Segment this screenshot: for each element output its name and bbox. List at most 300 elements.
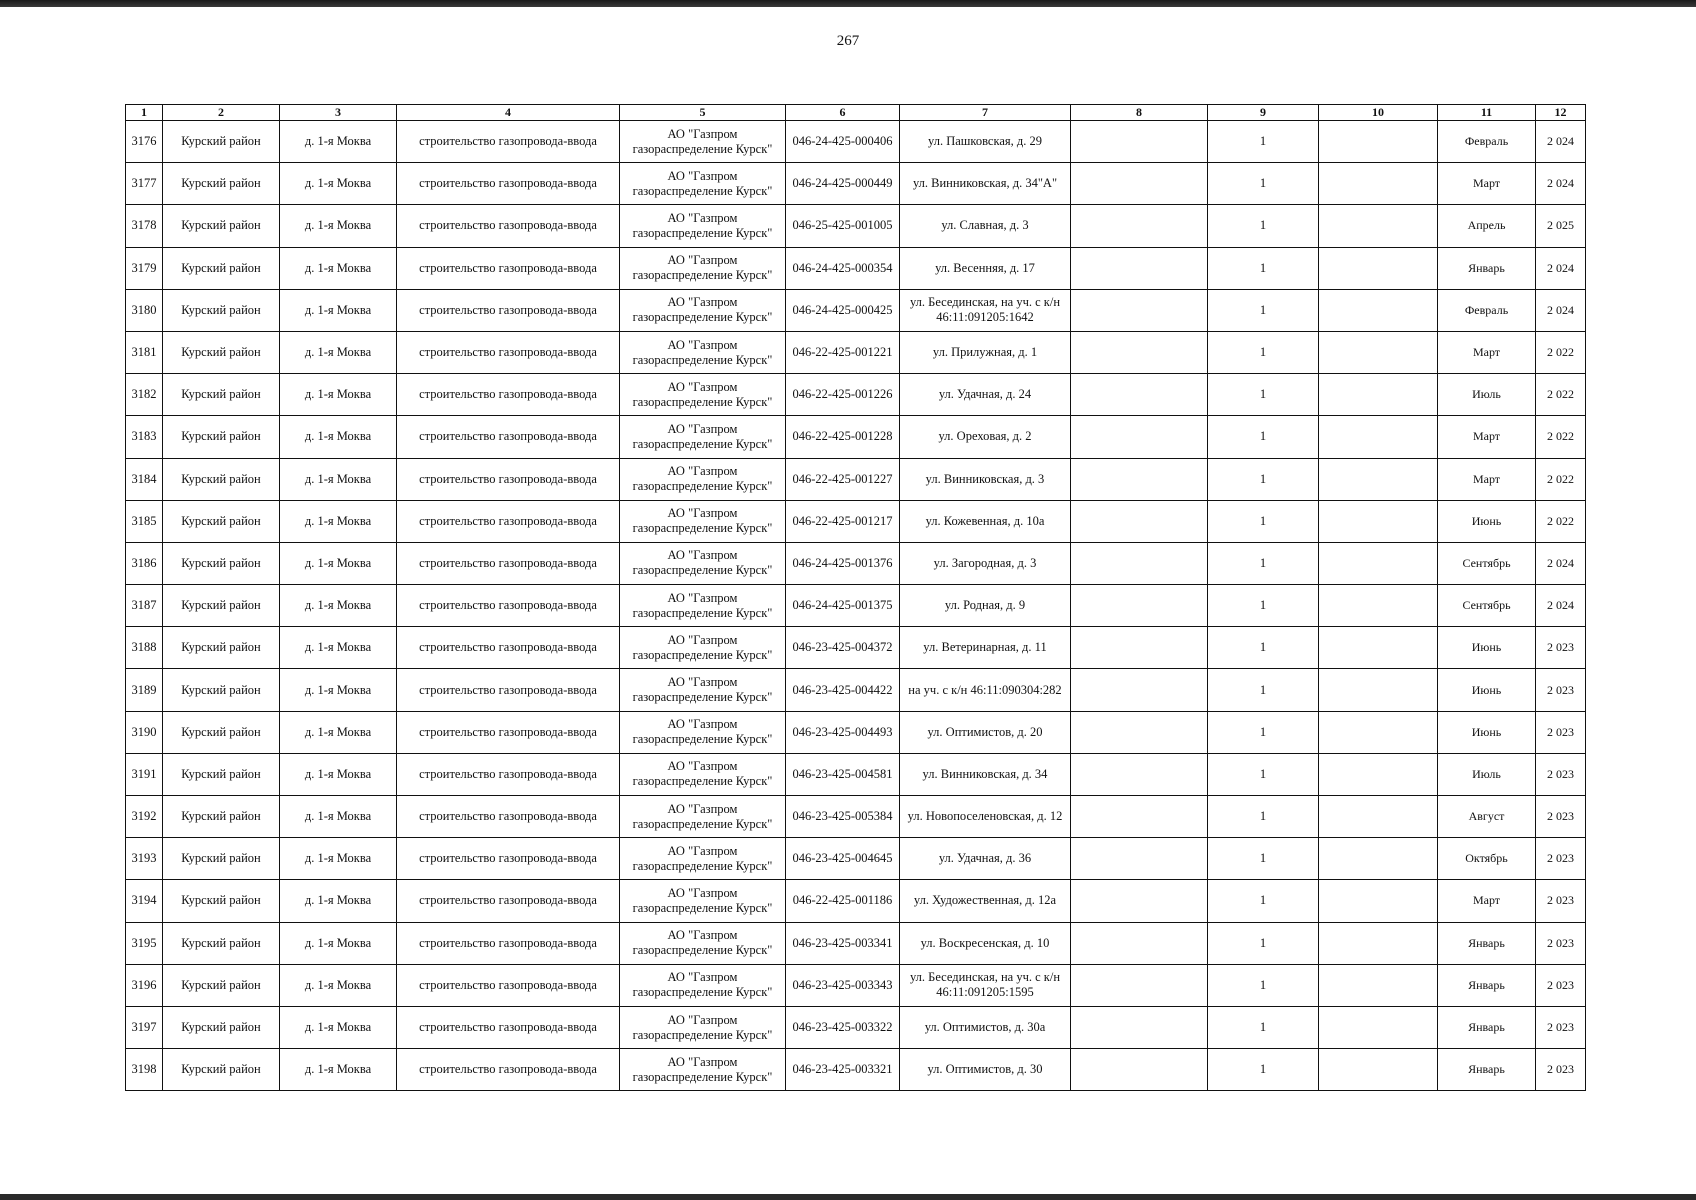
organization-cell: АО "Газпром газораспределение Курск" xyxy=(620,627,786,669)
column-10-cell xyxy=(1319,247,1438,289)
application-id-cell: 046-23-425-003322 xyxy=(786,1006,900,1048)
year-cell: 2 024 xyxy=(1536,247,1586,289)
district-cell: Курский район xyxy=(163,542,280,584)
district-cell: Курский район xyxy=(163,416,280,458)
organization-cell: АО "Газпром газораспределение Курск" xyxy=(620,331,786,373)
year-cell: 2 022 xyxy=(1536,416,1586,458)
row-number: 3190 xyxy=(126,711,163,753)
address-cell: ул. Оптимистов, д. 30 xyxy=(900,1049,1071,1091)
address-cell: ул. Бесединская, на уч. с к/н 46:11:091205:1595 xyxy=(900,964,1071,1006)
column-header: 10 xyxy=(1319,105,1438,121)
address-cell: ул. Ореховая, д. 2 xyxy=(900,416,1071,458)
column-8-cell xyxy=(1071,542,1208,584)
district-cell: Курский район xyxy=(163,205,280,247)
month-cell: Март xyxy=(1438,416,1536,458)
address-cell: ул. Удачная, д. 36 xyxy=(900,838,1071,880)
organization-cell: АО "Газпром газораспределение Курск" xyxy=(620,796,786,838)
district-cell: Курский район xyxy=(163,711,280,753)
column-8-cell xyxy=(1071,585,1208,627)
quantity-cell: 1 xyxy=(1208,374,1319,416)
month-cell: Февраль xyxy=(1438,289,1536,331)
organization-cell: АО "Газпром газораспределение Курск" xyxy=(620,922,786,964)
column-10-cell xyxy=(1319,753,1438,795)
address-cell: ул. Кожевенная, д. 10а xyxy=(900,500,1071,542)
district-cell: Курский район xyxy=(163,880,280,922)
scan-edge-bottom xyxy=(0,1194,1696,1200)
column-8-cell xyxy=(1071,205,1208,247)
settlement-cell: д. 1-я Моква xyxy=(280,669,397,711)
table-row xyxy=(126,880,1586,922)
column-8-cell xyxy=(1071,500,1208,542)
month-cell: Сентябрь xyxy=(1438,585,1536,627)
column-10-cell xyxy=(1319,922,1438,964)
district-cell: Курский район xyxy=(163,922,280,964)
column-10-cell xyxy=(1319,331,1438,373)
month-cell: Март xyxy=(1438,880,1536,922)
table-row xyxy=(126,1006,1586,1048)
organization-cell: АО "Газпром газораспределение Курск" xyxy=(620,374,786,416)
scan-edge-top xyxy=(0,0,1696,7)
column-10-cell xyxy=(1319,796,1438,838)
district-cell: Курский район xyxy=(163,500,280,542)
table-row xyxy=(126,500,1586,542)
row-number: 3180 xyxy=(126,289,163,331)
table-row xyxy=(126,331,1586,373)
column-10-cell xyxy=(1319,289,1438,331)
column-8-cell xyxy=(1071,163,1208,205)
work-type-cell: строительство газопровода-ввода xyxy=(397,838,620,880)
month-cell: Октябрь xyxy=(1438,838,1536,880)
address-cell: ул. Воскресенская, д. 10 xyxy=(900,922,1071,964)
settlement-cell: д. 1-я Моква xyxy=(280,964,397,1006)
application-id-cell: 046-23-425-004493 xyxy=(786,711,900,753)
table-row xyxy=(126,163,1586,205)
application-id-cell: 046-24-425-000425 xyxy=(786,289,900,331)
column-8-cell xyxy=(1071,922,1208,964)
address-cell: ул. Оптимистов, д. 20 xyxy=(900,711,1071,753)
quantity-cell: 1 xyxy=(1208,416,1319,458)
table-row xyxy=(126,416,1586,458)
table-row xyxy=(126,374,1586,416)
settlement-cell: д. 1-я Моква xyxy=(280,838,397,880)
row-number: 3185 xyxy=(126,500,163,542)
application-id-cell: 046-23-425-003343 xyxy=(786,964,900,1006)
quantity-cell: 1 xyxy=(1208,205,1319,247)
registry-table xyxy=(125,104,1586,1091)
year-cell: 2 024 xyxy=(1536,289,1586,331)
settlement-cell: д. 1-я Моква xyxy=(280,163,397,205)
column-10-cell xyxy=(1319,163,1438,205)
address-cell: ул. Удачная, д. 24 xyxy=(900,374,1071,416)
application-id-cell: 046-22-425-001221 xyxy=(786,331,900,373)
column-8-cell xyxy=(1071,669,1208,711)
settlement-cell: д. 1-я Моква xyxy=(280,121,397,163)
year-cell: 2 022 xyxy=(1536,374,1586,416)
work-type-cell: строительство газопровода-ввода xyxy=(397,247,620,289)
column-header: 3 xyxy=(280,105,397,121)
application-id-cell: 046-22-425-001217 xyxy=(786,500,900,542)
work-type-cell: строительство газопровода-ввода xyxy=(397,205,620,247)
quantity-cell: 1 xyxy=(1208,880,1319,922)
district-cell: Курский район xyxy=(163,247,280,289)
month-cell: Июнь xyxy=(1438,627,1536,669)
address-cell: на уч. с к/н 46:11:090304:282 xyxy=(900,669,1071,711)
address-cell: ул. Пашковская, д. 29 xyxy=(900,121,1071,163)
organization-cell: АО "Газпром газораспределение Курск" xyxy=(620,711,786,753)
table-row xyxy=(126,838,1586,880)
column-8-cell xyxy=(1071,1006,1208,1048)
year-cell: 2 024 xyxy=(1536,542,1586,584)
table-row xyxy=(126,922,1586,964)
year-cell: 2 023 xyxy=(1536,627,1586,669)
application-id-cell: 046-22-425-001228 xyxy=(786,416,900,458)
work-type-cell: строительство газопровода-ввода xyxy=(397,669,620,711)
address-cell: ул. Родная, д. 9 xyxy=(900,585,1071,627)
column-header: 4 xyxy=(397,105,620,121)
district-cell: Курский район xyxy=(163,331,280,373)
column-8-cell xyxy=(1071,964,1208,1006)
column-8-cell xyxy=(1071,711,1208,753)
work-type-cell: строительство газопровода-ввода xyxy=(397,289,620,331)
year-cell: 2 023 xyxy=(1536,669,1586,711)
district-cell: Курский район xyxy=(163,753,280,795)
application-id-cell: 046-23-425-004422 xyxy=(786,669,900,711)
settlement-cell: д. 1-я Моква xyxy=(280,585,397,627)
year-cell: 2 023 xyxy=(1536,1049,1586,1091)
column-header: 12 xyxy=(1536,105,1586,121)
row-number: 3192 xyxy=(126,796,163,838)
work-type-cell: строительство газопровода-ввода xyxy=(397,1006,620,1048)
row-number: 3189 xyxy=(126,669,163,711)
month-cell: Март xyxy=(1438,458,1536,500)
row-number: 3186 xyxy=(126,542,163,584)
work-type-cell: строительство газопровода-ввода xyxy=(397,753,620,795)
column-10-cell xyxy=(1319,542,1438,584)
quantity-cell: 1 xyxy=(1208,669,1319,711)
district-cell: Курский район xyxy=(163,121,280,163)
address-cell: ул. Ветеринарная, д. 11 xyxy=(900,627,1071,669)
column-8-cell xyxy=(1071,374,1208,416)
application-id-cell: 046-22-425-001226 xyxy=(786,374,900,416)
row-number: 3194 xyxy=(126,880,163,922)
column-10-cell xyxy=(1319,205,1438,247)
settlement-cell: д. 1-я Моква xyxy=(280,458,397,500)
application-id-cell: 046-23-425-004372 xyxy=(786,627,900,669)
column-8-cell xyxy=(1071,247,1208,289)
column-10-cell xyxy=(1319,669,1438,711)
address-cell: ул. Винниковская, д. 3 xyxy=(900,458,1071,500)
work-type-cell: строительство газопровода-ввода xyxy=(397,416,620,458)
address-cell: ул. Новопоселеновская, д. 12 xyxy=(900,796,1071,838)
table-row xyxy=(126,753,1586,795)
organization-cell: АО "Газпром газораспределение Курск" xyxy=(620,500,786,542)
column-header: 11 xyxy=(1438,105,1536,121)
quantity-cell: 1 xyxy=(1208,500,1319,542)
district-cell: Курский район xyxy=(163,374,280,416)
work-type-cell: строительство газопровода-ввода xyxy=(397,880,620,922)
row-number: 3182 xyxy=(126,374,163,416)
settlement-cell: д. 1-я Моква xyxy=(280,796,397,838)
application-id-cell: 046-25-425-001005 xyxy=(786,205,900,247)
quantity-cell: 1 xyxy=(1208,1049,1319,1091)
work-type-cell: строительство газопровода-ввода xyxy=(397,964,620,1006)
district-cell: Курский район xyxy=(163,458,280,500)
quantity-cell: 1 xyxy=(1208,838,1319,880)
year-cell: 2 024 xyxy=(1536,163,1586,205)
table-body xyxy=(126,121,1586,1091)
application-id-cell: 046-23-425-005384 xyxy=(786,796,900,838)
row-number: 3177 xyxy=(126,163,163,205)
year-cell: 2 025 xyxy=(1536,205,1586,247)
organization-cell: АО "Газпром газораспределение Курск" xyxy=(620,247,786,289)
month-cell: Сентябрь xyxy=(1438,542,1536,584)
organization-cell: АО "Газпром газораспределение Курск" xyxy=(620,205,786,247)
column-10-cell xyxy=(1319,964,1438,1006)
address-cell: ул. Весенняя, д. 17 xyxy=(900,247,1071,289)
year-cell: 2 023 xyxy=(1536,964,1586,1006)
row-number: 3178 xyxy=(126,205,163,247)
quantity-cell: 1 xyxy=(1208,458,1319,500)
address-cell: ул. Загородная, д. 3 xyxy=(900,542,1071,584)
organization-cell: АО "Газпром газораспределение Курск" xyxy=(620,458,786,500)
column-number-row xyxy=(126,105,1586,121)
application-id-cell: 046-22-425-001227 xyxy=(786,458,900,500)
quantity-cell: 1 xyxy=(1208,542,1319,584)
table-row xyxy=(126,796,1586,838)
column-10-cell xyxy=(1319,711,1438,753)
column-header: 9 xyxy=(1208,105,1319,121)
district-cell: Курский район xyxy=(163,1049,280,1091)
month-cell: Февраль xyxy=(1438,121,1536,163)
address-cell: ул. Винниковская, д. 34 xyxy=(900,753,1071,795)
month-cell: Июль xyxy=(1438,753,1536,795)
column-10-cell xyxy=(1319,374,1438,416)
table-row xyxy=(126,711,1586,753)
row-number: 3196 xyxy=(126,964,163,1006)
year-cell: 2 023 xyxy=(1536,796,1586,838)
month-cell: Январь xyxy=(1438,1006,1536,1048)
month-cell: Январь xyxy=(1438,922,1536,964)
row-number: 3184 xyxy=(126,458,163,500)
column-8-cell xyxy=(1071,627,1208,669)
row-number: 3183 xyxy=(126,416,163,458)
settlement-cell: д. 1-я Моква xyxy=(280,753,397,795)
application-id-cell: 046-23-425-004581 xyxy=(786,753,900,795)
year-cell: 2 024 xyxy=(1536,121,1586,163)
column-header: 8 xyxy=(1071,105,1208,121)
quantity-cell: 1 xyxy=(1208,796,1319,838)
column-10-cell xyxy=(1319,121,1438,163)
year-cell: 2 023 xyxy=(1536,880,1586,922)
month-cell: Июнь xyxy=(1438,500,1536,542)
application-id-cell: 046-24-425-001376 xyxy=(786,542,900,584)
month-cell: Апрель xyxy=(1438,205,1536,247)
quantity-cell: 1 xyxy=(1208,585,1319,627)
table-row xyxy=(126,964,1586,1006)
month-cell: Июнь xyxy=(1438,669,1536,711)
table-row xyxy=(126,1049,1586,1091)
row-number: 3176 xyxy=(126,121,163,163)
column-8-cell xyxy=(1071,880,1208,922)
quantity-cell: 1 xyxy=(1208,289,1319,331)
table-row xyxy=(126,247,1586,289)
settlement-cell: д. 1-я Моква xyxy=(280,1006,397,1048)
table-row xyxy=(126,121,1586,163)
table-row xyxy=(126,585,1586,627)
row-number: 3197 xyxy=(126,1006,163,1048)
address-cell: ул. Бесединская, на уч. с к/н 46:11:091205:1642 xyxy=(900,289,1071,331)
organization-cell: АО "Газпром газораспределение Курск" xyxy=(620,880,786,922)
organization-cell: АО "Газпром газораспределение Курск" xyxy=(620,753,786,795)
organization-cell: АО "Газпром газораспределение Курск" xyxy=(620,669,786,711)
settlement-cell: д. 1-я Моква xyxy=(280,1049,397,1091)
organization-cell: АО "Газпром газораспределение Курск" xyxy=(620,838,786,880)
row-number: 3193 xyxy=(126,838,163,880)
column-8-cell xyxy=(1071,416,1208,458)
settlement-cell: д. 1-я Моква xyxy=(280,205,397,247)
work-type-cell: строительство газопровода-ввода xyxy=(397,500,620,542)
organization-cell: АО "Газпром газораспределение Курск" xyxy=(620,964,786,1006)
quantity-cell: 1 xyxy=(1208,753,1319,795)
month-cell: Август xyxy=(1438,796,1536,838)
column-8-cell xyxy=(1071,458,1208,500)
district-cell: Курский район xyxy=(163,838,280,880)
settlement-cell: д. 1-я Моква xyxy=(280,374,397,416)
year-cell: 2 024 xyxy=(1536,585,1586,627)
district-cell: Курский район xyxy=(163,627,280,669)
work-type-cell: строительство газопровода-ввода xyxy=(397,542,620,584)
work-type-cell: строительство газопровода-ввода xyxy=(397,374,620,416)
quantity-cell: 1 xyxy=(1208,121,1319,163)
work-type-cell: строительство газопровода-ввода xyxy=(397,711,620,753)
district-cell: Курский район xyxy=(163,964,280,1006)
column-10-cell xyxy=(1319,627,1438,669)
settlement-cell: д. 1-я Моква xyxy=(280,416,397,458)
settlement-cell: д. 1-я Моква xyxy=(280,542,397,584)
column-10-cell xyxy=(1319,1006,1438,1048)
column-10-cell xyxy=(1319,585,1438,627)
table-row xyxy=(126,669,1586,711)
quantity-cell: 1 xyxy=(1208,627,1319,669)
organization-cell: АО "Газпром газораспределение Курск" xyxy=(620,585,786,627)
month-cell: Январь xyxy=(1438,1049,1536,1091)
address-cell: ул. Прилужная, д. 1 xyxy=(900,331,1071,373)
application-id-cell: 046-24-425-000449 xyxy=(786,163,900,205)
address-cell: ул. Оптимистов, д. 30а xyxy=(900,1006,1071,1048)
column-header: 2 xyxy=(163,105,280,121)
column-10-cell xyxy=(1319,500,1438,542)
year-cell: 2 023 xyxy=(1536,1006,1586,1048)
work-type-cell: строительство газопровода-ввода xyxy=(397,331,620,373)
column-header: 1 xyxy=(126,105,163,121)
work-type-cell: строительство газопровода-ввода xyxy=(397,585,620,627)
quantity-cell: 1 xyxy=(1208,964,1319,1006)
settlement-cell: д. 1-я Моква xyxy=(280,922,397,964)
work-type-cell: строительство газопровода-ввода xyxy=(397,922,620,964)
settlement-cell: д. 1-я Моква xyxy=(280,289,397,331)
column-8-cell xyxy=(1071,838,1208,880)
column-8-cell xyxy=(1071,753,1208,795)
work-type-cell: строительство газопровода-ввода xyxy=(397,121,620,163)
settlement-cell: д. 1-я Моква xyxy=(280,711,397,753)
row-number: 3187 xyxy=(126,585,163,627)
organization-cell: АО "Газпром газораспределение Курск" xyxy=(620,289,786,331)
year-cell: 2 022 xyxy=(1536,458,1586,500)
settlement-cell: д. 1-я Моква xyxy=(280,627,397,669)
work-type-cell: строительство газопровода-ввода xyxy=(397,796,620,838)
settlement-cell: д. 1-я Моква xyxy=(280,500,397,542)
district-cell: Курский район xyxy=(163,1006,280,1048)
application-id-cell: 046-24-425-000354 xyxy=(786,247,900,289)
row-number: 3179 xyxy=(126,247,163,289)
quantity-cell: 1 xyxy=(1208,711,1319,753)
quantity-cell: 1 xyxy=(1208,163,1319,205)
settlement-cell: д. 1-я Моква xyxy=(280,247,397,289)
column-10-cell xyxy=(1319,880,1438,922)
year-cell: 2 023 xyxy=(1536,753,1586,795)
row-number: 3198 xyxy=(126,1049,163,1091)
district-cell: Курский район xyxy=(163,289,280,331)
address-cell: ул. Художественная, д. 12а xyxy=(900,880,1071,922)
application-id-cell: 046-23-425-003341 xyxy=(786,922,900,964)
district-cell: Курский район xyxy=(163,669,280,711)
row-number: 3191 xyxy=(126,753,163,795)
column-10-cell xyxy=(1319,838,1438,880)
year-cell: 2 023 xyxy=(1536,838,1586,880)
settlement-cell: д. 1-я Моква xyxy=(280,331,397,373)
quantity-cell: 1 xyxy=(1208,922,1319,964)
work-type-cell: строительство газопровода-ввода xyxy=(397,458,620,500)
column-8-cell xyxy=(1071,796,1208,838)
table-row xyxy=(126,627,1586,669)
district-cell: Курский район xyxy=(163,163,280,205)
column-10-cell xyxy=(1319,458,1438,500)
table-row xyxy=(126,289,1586,331)
organization-cell: АО "Газпром газораспределение Курск" xyxy=(620,542,786,584)
application-id-cell: 046-22-425-001186 xyxy=(786,880,900,922)
application-id-cell: 046-24-425-000406 xyxy=(786,121,900,163)
table-row xyxy=(126,205,1586,247)
organization-cell: АО "Газпром газораспределение Курск" xyxy=(620,416,786,458)
month-cell: Июнь xyxy=(1438,711,1536,753)
application-id-cell: 046-24-425-001375 xyxy=(786,585,900,627)
quantity-cell: 1 xyxy=(1208,1006,1319,1048)
work-type-cell: строительство газопровода-ввода xyxy=(397,163,620,205)
quantity-cell: 1 xyxy=(1208,331,1319,373)
year-cell: 2 022 xyxy=(1536,500,1586,542)
address-cell: ул. Славная, д. 3 xyxy=(900,205,1071,247)
row-number: 3195 xyxy=(126,922,163,964)
work-type-cell: строительство газопровода-ввода xyxy=(397,627,620,669)
column-10-cell xyxy=(1319,1049,1438,1091)
settlement-cell: д. 1-я Моква xyxy=(280,880,397,922)
column-header: 7 xyxy=(900,105,1071,121)
column-8-cell xyxy=(1071,121,1208,163)
organization-cell: АО "Газпром газораспределение Курск" xyxy=(620,121,786,163)
organization-cell: АО "Газпром газораспределение Курск" xyxy=(620,1006,786,1048)
column-header: 6 xyxy=(786,105,900,121)
district-cell: Курский район xyxy=(163,796,280,838)
organization-cell: АО "Газпром газораспределение Курск" xyxy=(620,163,786,205)
month-cell: Март xyxy=(1438,331,1536,373)
address-cell: ул. Винниковская, д. 34"А" xyxy=(900,163,1071,205)
table-row xyxy=(126,458,1586,500)
column-8-cell xyxy=(1071,289,1208,331)
application-id-cell: 046-23-425-004645 xyxy=(786,838,900,880)
district-cell: Курский район xyxy=(163,585,280,627)
page-number: 267 xyxy=(836,33,860,49)
column-8-cell xyxy=(1071,1049,1208,1091)
